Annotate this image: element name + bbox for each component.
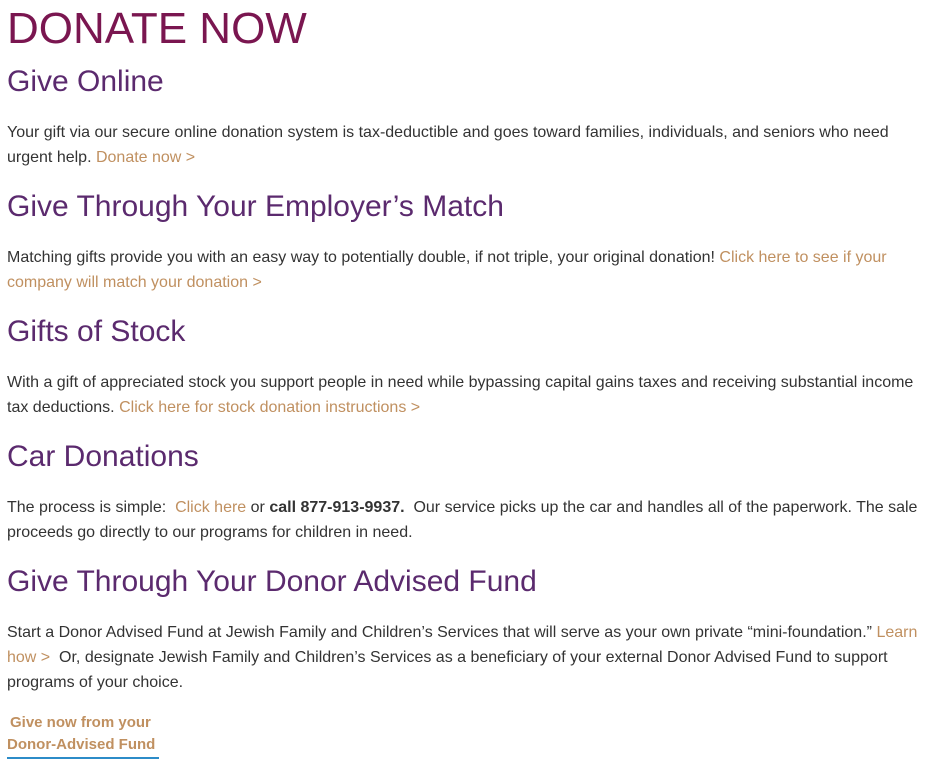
learn-how-link[interactable]: Learn how > (7, 624, 918, 666)
gifts-of-stock-text: With a gift of appreciated stock you support people in need while bypassing capital gains taxes and receiving substantial income tax deductions. (7, 374, 914, 416)
paragraph-give-online (7, 120, 925, 170)
heading-car-donations: Car Donations (7, 440, 199, 473)
car-phone-number: call 877-913-9937. (269, 499, 405, 516)
car-text-before: The process is simple: (7, 499, 167, 516)
give-daf-line1: Give now from your (10, 714, 151, 731)
heading-give-online: Give Online (7, 65, 164, 98)
employer-match-link[interactable]: Click here to see if your company will match your donation > (7, 249, 887, 291)
heading-gifts-of-stock: Gifts of Stock (7, 315, 186, 348)
give-daf-line2: Donor-Advised Fund (7, 736, 156, 753)
stock-instructions-link[interactable]: Click here for stock donation instructions > (119, 399, 421, 416)
daf-text-after: Or, designate Jewish Family and Children’s Services as a beneficiary of your external Donor Advised Fund to support programs of your choice. (7, 649, 888, 691)
donate-now-link[interactable]: Donate now > (95, 149, 196, 166)
heading-donor-advised-fund: Give Through Your Donor Advised Fund (7, 565, 537, 598)
give-online-text: Your gift via our secure online donation system is tax-deductible and goes toward families, individuals, and seniors who need urgent help. (7, 124, 889, 166)
paragraph-car-donations (7, 495, 925, 545)
paragraph-employer-match (7, 245, 925, 295)
car-text-after: Our service picks up the car and handles all of the paperwork. The sale proceeds go directly to our programs for children in need. (7, 499, 918, 541)
car-text-or: or (250, 499, 265, 516)
employer-match-text: Matching gifts provide you with an easy way to potentially double, if not triple, your original donation! (7, 249, 715, 266)
page-title: DONATE NOW (7, 4, 307, 53)
paragraph-gifts-of-stock (7, 370, 925, 420)
paragraph-donor-advised-fund (7, 620, 925, 695)
give-daf-button[interactable] (7, 712, 159, 759)
heading-employer-match: Give Through Your Employer’s Match (7, 190, 504, 223)
car-donation-link[interactable]: Click here (175, 499, 247, 516)
daf-text-before: Start a Donor Advised Fund at Jewish Family and Children’s Services that will serve as your own private “mini-foundation.” (7, 624, 872, 641)
